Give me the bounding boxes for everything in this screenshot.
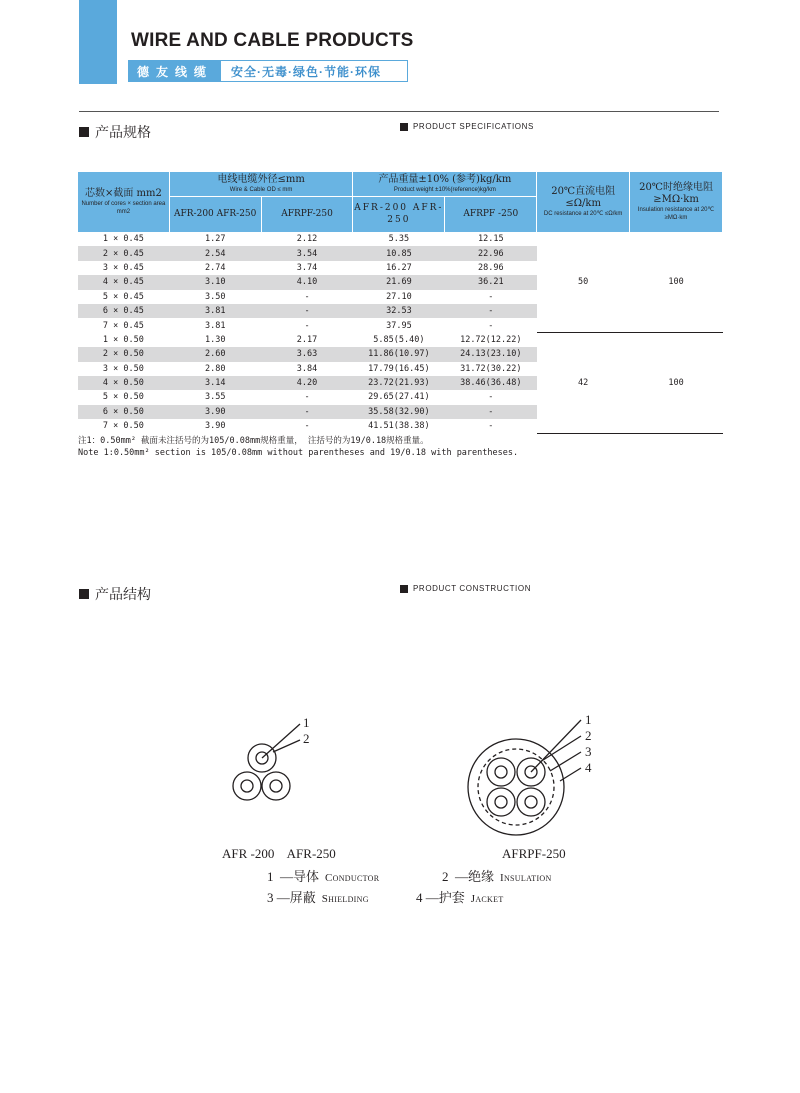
table-cell: 5.85(5.40) [373,334,425,345]
table-cell: 3.50 [204,291,226,302]
table-cell: 1 × 0.45 [102,234,144,245]
right-label-2: 2 [585,728,592,743]
table-row [78,232,723,246]
table-cell: 2 × 0.50 [78,347,170,361]
table-cell: 2.80 [204,363,226,374]
bullet-square-icon [400,585,408,593]
dc-resistance-value: 50 [537,232,630,333]
table-note-cn: 注1：0.50mm² 截面未注括号的为105/0.08mm规格重量， 注括号的为19/0.18规格重量。 [78,436,429,446]
table-cell: 32.53 [353,304,445,318]
spec-section-title-en: PRODUCT SPECIFICATIONS [400,122,534,131]
core-tl-conductor [495,766,507,778]
table-cell: 3 × 0.50 [102,363,144,374]
table-cell: 4.10 [261,275,353,289]
table-cell: - [304,421,310,432]
construction-section-title-en: PRODUCT CONSTRUCTION [400,584,531,593]
table-cell: - [445,304,537,318]
table-cell: 41.51(38.38) [368,421,430,432]
table-cell: - [488,392,494,403]
legend-jacket: 4 — 护套 Jacket [416,890,504,905]
header-weight-afr: AFR-200 AFR-250 [353,196,445,232]
table-cell: - [488,291,494,302]
table-cell: 12.72(12.22) [460,334,522,345]
core-left-conductor [241,780,253,792]
header-od-afrpf: AFRPF-250 [261,196,353,232]
leader-line-1 [531,720,581,772]
table-cell: 29.65(27.41) [368,392,430,403]
table-cell: 36.21 [445,275,537,289]
table-cell: 4 × 0.45 [78,275,170,289]
table-cell: 1 × 0.50 [102,334,144,345]
legend-insulation: 2 — 绝缘 Insulation [442,869,552,884]
core-br [517,788,545,816]
header-od-afr: AFR-200 AFR-250 [169,196,261,232]
table-cell: 2.74 [204,262,226,273]
table-cell: 16.27 [386,262,412,273]
table-cell: 3 × 0.45 [102,262,144,273]
leader-line-2 [273,740,300,752]
core-br-conductor [525,796,537,808]
spec-section-title: 产品规格 [79,122,151,142]
table-cell: 3.74 [296,262,318,273]
table-cell: 35.58(32.90) [353,405,445,419]
table-cell: 4.20 [261,376,353,390]
table-cell: 3.84 [296,363,318,374]
table-cell: 24.13(23.10) [445,347,537,361]
leader-line-3 [550,752,581,771]
table-cell: 21.69 [353,275,445,289]
core-tl [487,758,515,786]
core-bl [487,788,515,816]
table-cell: - [445,405,537,419]
table-cell: 12.15 [478,234,504,245]
table-cell: 3.90 [204,421,226,432]
insulation-resistance-value: 100 [630,232,723,333]
right-label-3: 3 [585,744,592,759]
table-cell: 1.27 [204,234,226,245]
table-cell: 2 × 0.45 [78,246,170,260]
right-label-4: 4 [585,760,592,775]
afr-cable-diagram [220,710,330,810]
table-cell: 2.17 [296,334,318,345]
table-cell: 5.35 [388,234,410,245]
table-cell: 11.86(10.97) [353,347,445,361]
afrpf-cable-diagram [460,705,610,855]
header-od: 电线电缆外径≤mm Wire & Cable OD ≤ mm [169,172,353,196]
leader-line-1 [262,724,300,758]
table-cell: 28.96 [478,262,504,273]
slogan-label: 安全·无毒·绿色·节能·环保 [231,64,381,79]
table-cell: 3.81 [169,304,261,318]
table-cell: - [304,291,310,302]
table-cell: 7 × 0.45 [102,320,144,331]
table-cell: 5 × 0.50 [102,392,144,403]
legend-conductor: 1 — 导体 Conductor [267,869,380,884]
header-dc-resistance: 20℃直流电阻 ≤Ω/km DC resistance at 20℃ ≤Ω/km [537,172,630,232]
table-cell: 23.72(21.93) [353,376,445,390]
table-cell: - [304,320,310,331]
table-cell: 38.46(36.48) [445,376,537,390]
table-cell: 2.12 [296,234,318,245]
header-subtitle-box [128,60,408,82]
left-label-2: 2 [303,731,310,746]
bullet-square-icon [400,123,408,131]
table-cell: 2.60 [169,347,261,361]
table-cell: 3.14 [169,376,261,390]
header-divider [79,111,719,112]
table-cell: - [261,304,353,318]
construction-section-title: 产品结构 [79,584,151,604]
table-cell: - [261,405,353,419]
left-diagram-caption: AFR -200 AFR-250 [222,846,336,861]
brand-label: 德友线缆 [129,61,221,81]
core-right-conductor [270,780,282,792]
table-cell: 3.54 [261,246,353,260]
table-cell: 2.54 [169,246,261,260]
table-cell: 3.55 [204,392,226,403]
spec-table [77,172,723,434]
header-cores: 芯数×截面 mm2 Number of cores × section area mm2 [78,172,170,232]
table-cell: - [304,392,310,403]
table-cell: 3.10 [169,275,261,289]
table-note-en: Note 1:0.50mm² section is 105/0.08mm without parentheses and 19/0.18 with parentheses. [78,448,519,458]
table-cell: 37.95 [386,320,412,331]
header-accent-bar [79,0,117,84]
leader-line-4 [560,768,581,781]
core-right [262,772,290,800]
table-cell: 6 × 0.50 [78,405,170,419]
table-cell: 7 × 0.50 [102,421,144,432]
table-cell: - [488,320,494,331]
table-row [78,333,723,347]
header-weight-afrpf: AFRPF -250 [445,196,537,232]
table-cell: 6 × 0.45 [78,304,170,318]
bullet-square-icon [79,127,89,137]
page-title: WIRE AND CABLE PRODUCTS [131,30,414,51]
table-cell: 5 × 0.45 [102,291,144,302]
legend-shielding: 3 — 屏蔽 Shielding [267,890,369,905]
table-cell: 10.85 [353,246,445,260]
table-cell: - [488,421,494,432]
right-label-1: 1 [585,712,592,727]
core-left [233,772,261,800]
table-cell: 1.30 [204,334,226,345]
insulation-resistance-value: 100 [630,333,723,434]
dc-resistance-value: 42 [537,333,630,434]
table-cell: 3.90 [169,405,261,419]
bullet-square-icon [79,589,89,599]
header-weight: 产品重量±10% (参考)kg/km Product weight ±10%(reference)kg/km [353,172,537,196]
table-cell: 31.72(30.22) [460,363,522,374]
table-cell: 22.96 [445,246,537,260]
table-cell: 4 × 0.50 [78,376,170,390]
table-cell: 17.79(16.45) [368,363,430,374]
core-bl-conductor [495,796,507,808]
right-diagram-caption: AFRPF-250 [502,846,566,861]
table-cell: 27.10 [386,291,412,302]
left-label-1: 1 [303,715,310,730]
table-cell: 3.81 [204,320,226,331]
header-insulation-resistance: 20℃时绝缘电阻 ≥MΩ·km Insulation resistance at 20℃ ≥MΩ·km [630,172,723,232]
table-cell: 3.63 [261,347,353,361]
